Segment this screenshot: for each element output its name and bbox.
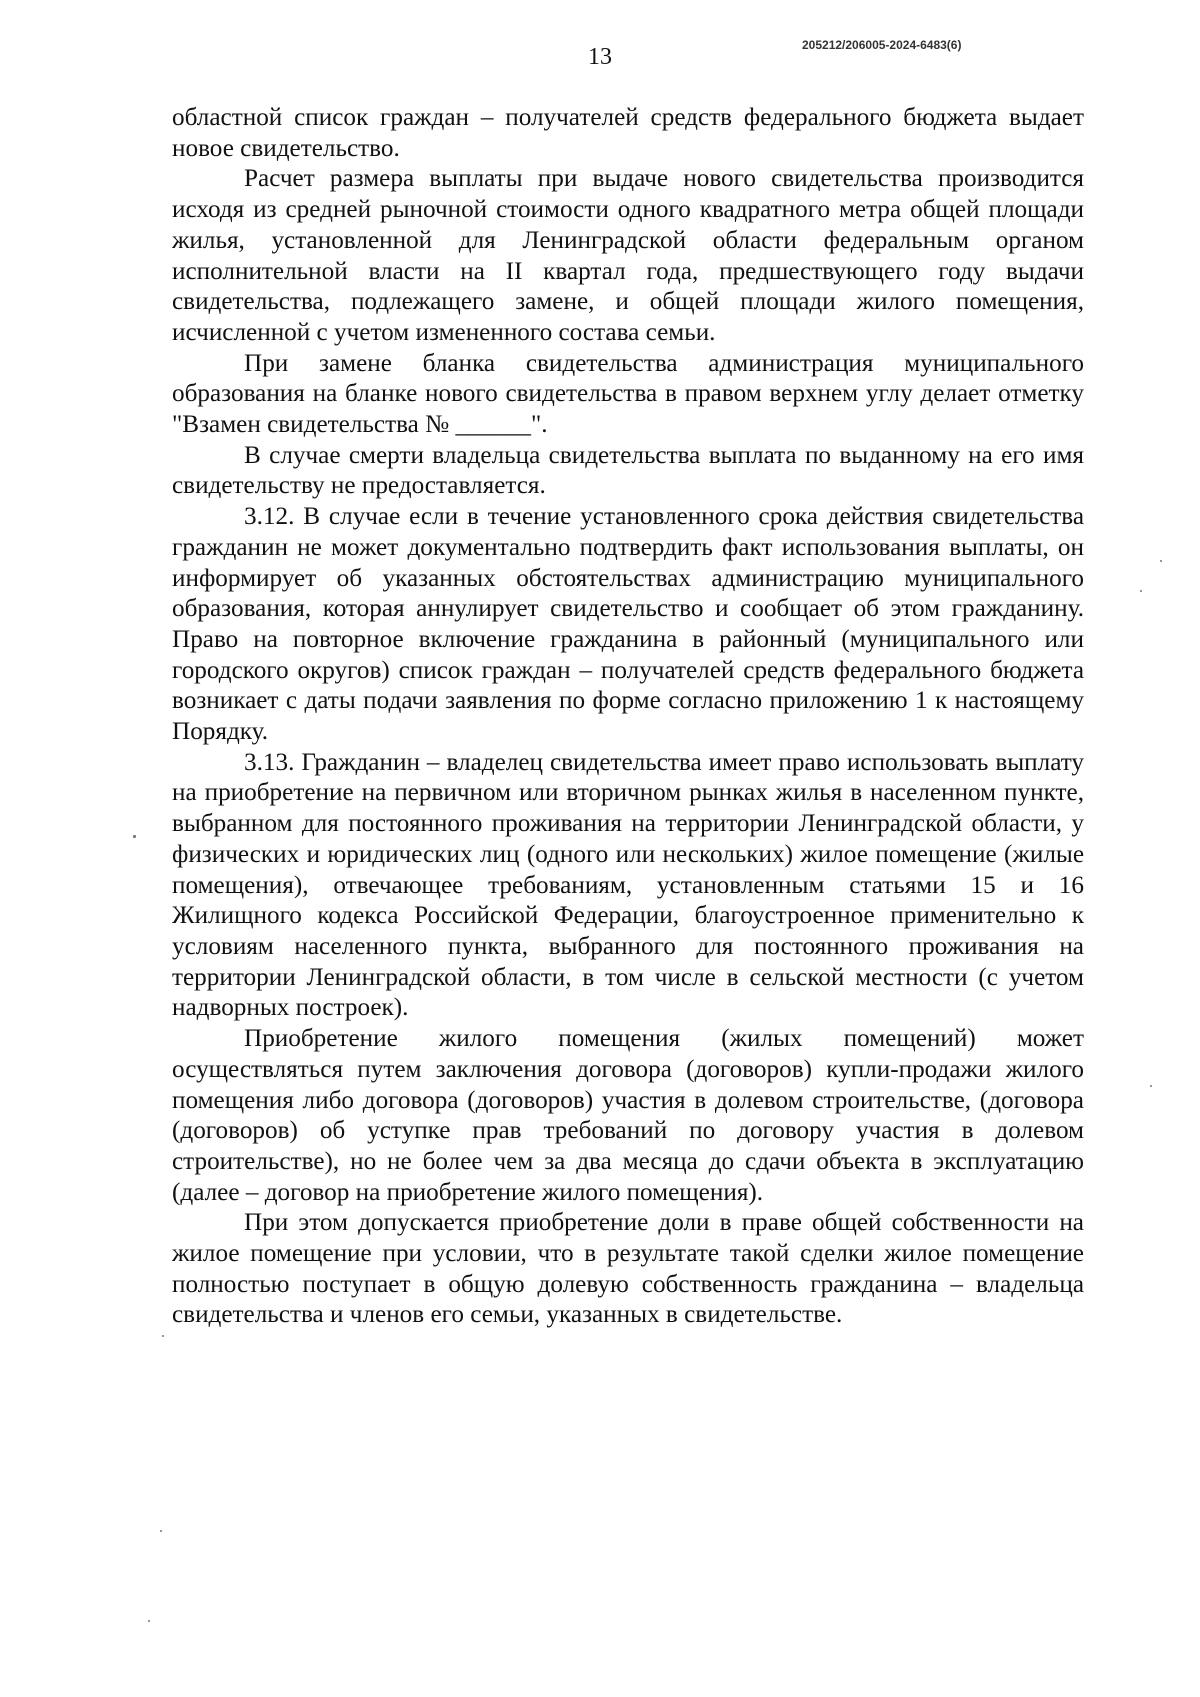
scan-speck [160, 1530, 162, 1532]
scan-speck [1150, 1085, 1152, 1087]
paragraph-3-13: 3.13. Гражданин – владелец свидетельства имеет право использовать выплату на приобретение на первичном или вторичном рынках жилья в населенном пункте, выбранном для постоянного проживания на территории Ленинградской области, у физических и юридических лиц (одного или нескольких) жилое помещение (жилые помещения), отвечающее требованиям, установленным статьями 15 и 16 Жилищного кодекса Российской Федерации, благоустроенное применительно к условиям населенного пункта, выбранного для постоянного проживания на территории Ленинградской области, в том числе в сельской местности (с учетом надворных построек). [172, 748, 1084, 1022]
page-number: 13 [588, 44, 612, 70]
paragraph-3-12: 3.12. В случае если в течение установленного срока действия свидетельства гражданин не может документально подтвердить факт использования выплаты, он информирует об указанных обстоятельствах администрацию муниципального образования, которая аннулирует свидетельство и сообщает об этом гражданину. Право на повторное включение гражданина в районный (муниципального или городского округов) список граждан – получателей средств федерального бюджета возникает с даты подачи заявления по форме согласно приложению 1 к настоящему Порядку. [172, 503, 1084, 746]
paragraph-form-replacement: При замене бланка свидетельства администрация муниципального образования на бланке нового свидетельства в правом верхнем углу делает отметку "Взамен свидетельства № ______". [172, 349, 1084, 439]
scan-speck [1160, 560, 1162, 562]
scan-speck [162, 1335, 164, 1337]
document-body [172, 103, 1084, 1331]
scan-speck [148, 1620, 150, 1622]
paragraph-continuation: областной список граждан – получателей средств федерального бюджета выдает новое свидетельство. [172, 104, 1084, 162]
scan-speck [1140, 590, 1142, 592]
paragraph-acquisition-contracts: Приобретение жилого помещения (жилых помещений) может осуществляться путем заключения договора (договоров) купли-продажи жилого помещения либо договора (договоров) участия в долевом строительстве, (договора (договоров) об уступке прав требований по договору участия в долевом строительстве), но не более чем за два месяца до сдачи объекта в эксплуатацию (далее – договор на приобретение жилого помещения). [172, 1025, 1084, 1206]
document-id-stamp: 205212/206005-2024-6483(6) [802, 38, 962, 52]
paragraph-share-acquisition: При этом допускается приобретение доли в праве общей собственности на жилое помещение при условии, что в результате такой сделки жилое помещение полностью поступает в общую долевую собственность гражданина – владельца свидетельства и членов его семьи, указанных в свидетельстве. [172, 1209, 1084, 1329]
paragraph-owner-death: В случае смерти владельца свидетельства выплата по выданному на его имя свидетельству не предоставляется. [172, 441, 1084, 500]
paragraph-payment-calculation: Расчет размера выплаты при выдаче нового свидетельства производится исходя из средней рыночной стоимости одного квадратного метра общей площади жилья, установленной для Ленинградской области федеральным органом исполнительной власти на II квартал года, предшествующего году выдачи свидетельства, подлежащего замене, и общей площади жилого помещения, исчисленной с учетом измененного состава семьи. [172, 165, 1084, 346]
scan-speck [133, 835, 136, 838]
